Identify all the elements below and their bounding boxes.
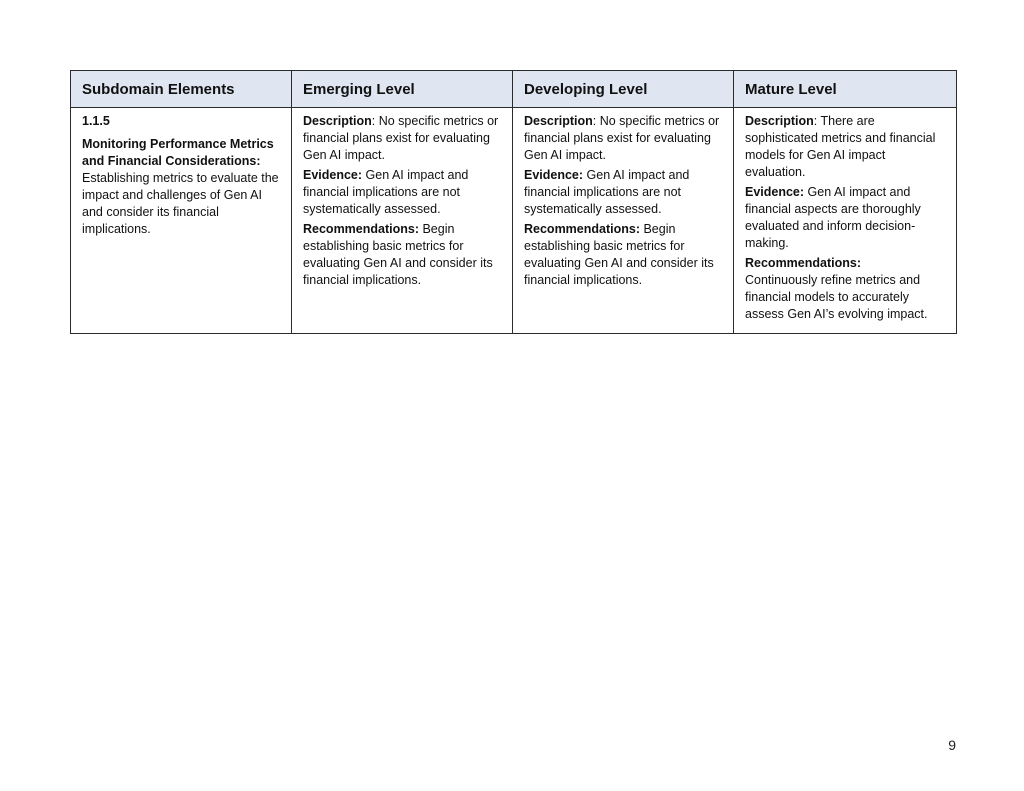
emerging-evidence [303,167,501,218]
mature-description-label: Description [745,114,814,128]
emerging-evidence-label: Evidence: [303,168,363,182]
developing-evidence-text: Gen AI impact and financial implications are not systematically assessed. [524,168,690,216]
emerging-description-text: : No specific metrics or financial plans exist for evaluating Gen AI impact. [303,114,499,162]
developing-description [524,113,722,164]
developing-recommendations [524,221,722,289]
developing-description-label: Description [524,114,593,128]
emerging-description [303,113,501,164]
developing-recommendations-label: Recommendations: [524,222,640,236]
page-number: 9 [948,737,956,753]
mature-evidence-label: Evidence: [745,185,805,199]
subdomain-code: 1.1.5 [82,114,110,128]
developing-evidence [524,167,722,218]
mature-evidence-text: Gen AI impact and financial aspects are thoroughly evaluated and inform decision-making. [745,185,921,250]
developing-cell [513,108,734,334]
subdomain-text: Establishing metrics to evaluate the impact and challenges of Gen AI and consider its financial implications. [82,171,279,236]
table-header-row [71,71,957,108]
mature-recommendations-text: Continuously refine metrics and financial models to accurately assess Gen AI’s evolving impact. [745,273,928,321]
subdomain-description [82,136,280,238]
emerging-recommendations-label: Recommendations: [303,222,419,236]
header-mature-level: Mature Level [734,71,957,108]
developing-evidence-label: Evidence: [524,168,584,182]
maturity-table [70,70,957,334]
emerging-evidence-text: Gen AI impact and financial implications are not systematically assessed. [303,168,469,216]
table-row [71,108,957,334]
subdomain-cell [71,108,292,334]
developing-description-text: : No specific metrics or financial plans exist for evaluating Gen AI impact. [524,114,720,162]
header-emerging-level: Emerging Level [292,71,513,108]
mature-evidence [745,184,945,252]
emerging-cell [292,108,513,334]
emerging-recommendations [303,221,501,289]
developing-recommendations-text: Begin establishing basic metrics for evaluating Gen AI and consider its financial implications. [524,222,714,287]
mature-cell [734,108,957,334]
emerging-recommendations-text: Begin establishing basic metrics for evaluating Gen AI and consider its financial implications. [303,222,493,287]
mature-recommendations-label: Recommendations: [745,256,861,270]
mature-recommendations [745,255,945,323]
header-subdomain-elements: Subdomain Elements [71,71,292,108]
mature-description [745,113,945,181]
emerging-description-label: Description [303,114,372,128]
mature-description-text: : There are sophisticated metrics and financial models for Gen AI impact evaluation. [745,114,936,179]
header-developing-level: Developing Level [513,71,734,108]
subdomain-title: Monitoring Performance Metrics and Financial Considerations: [82,137,274,168]
